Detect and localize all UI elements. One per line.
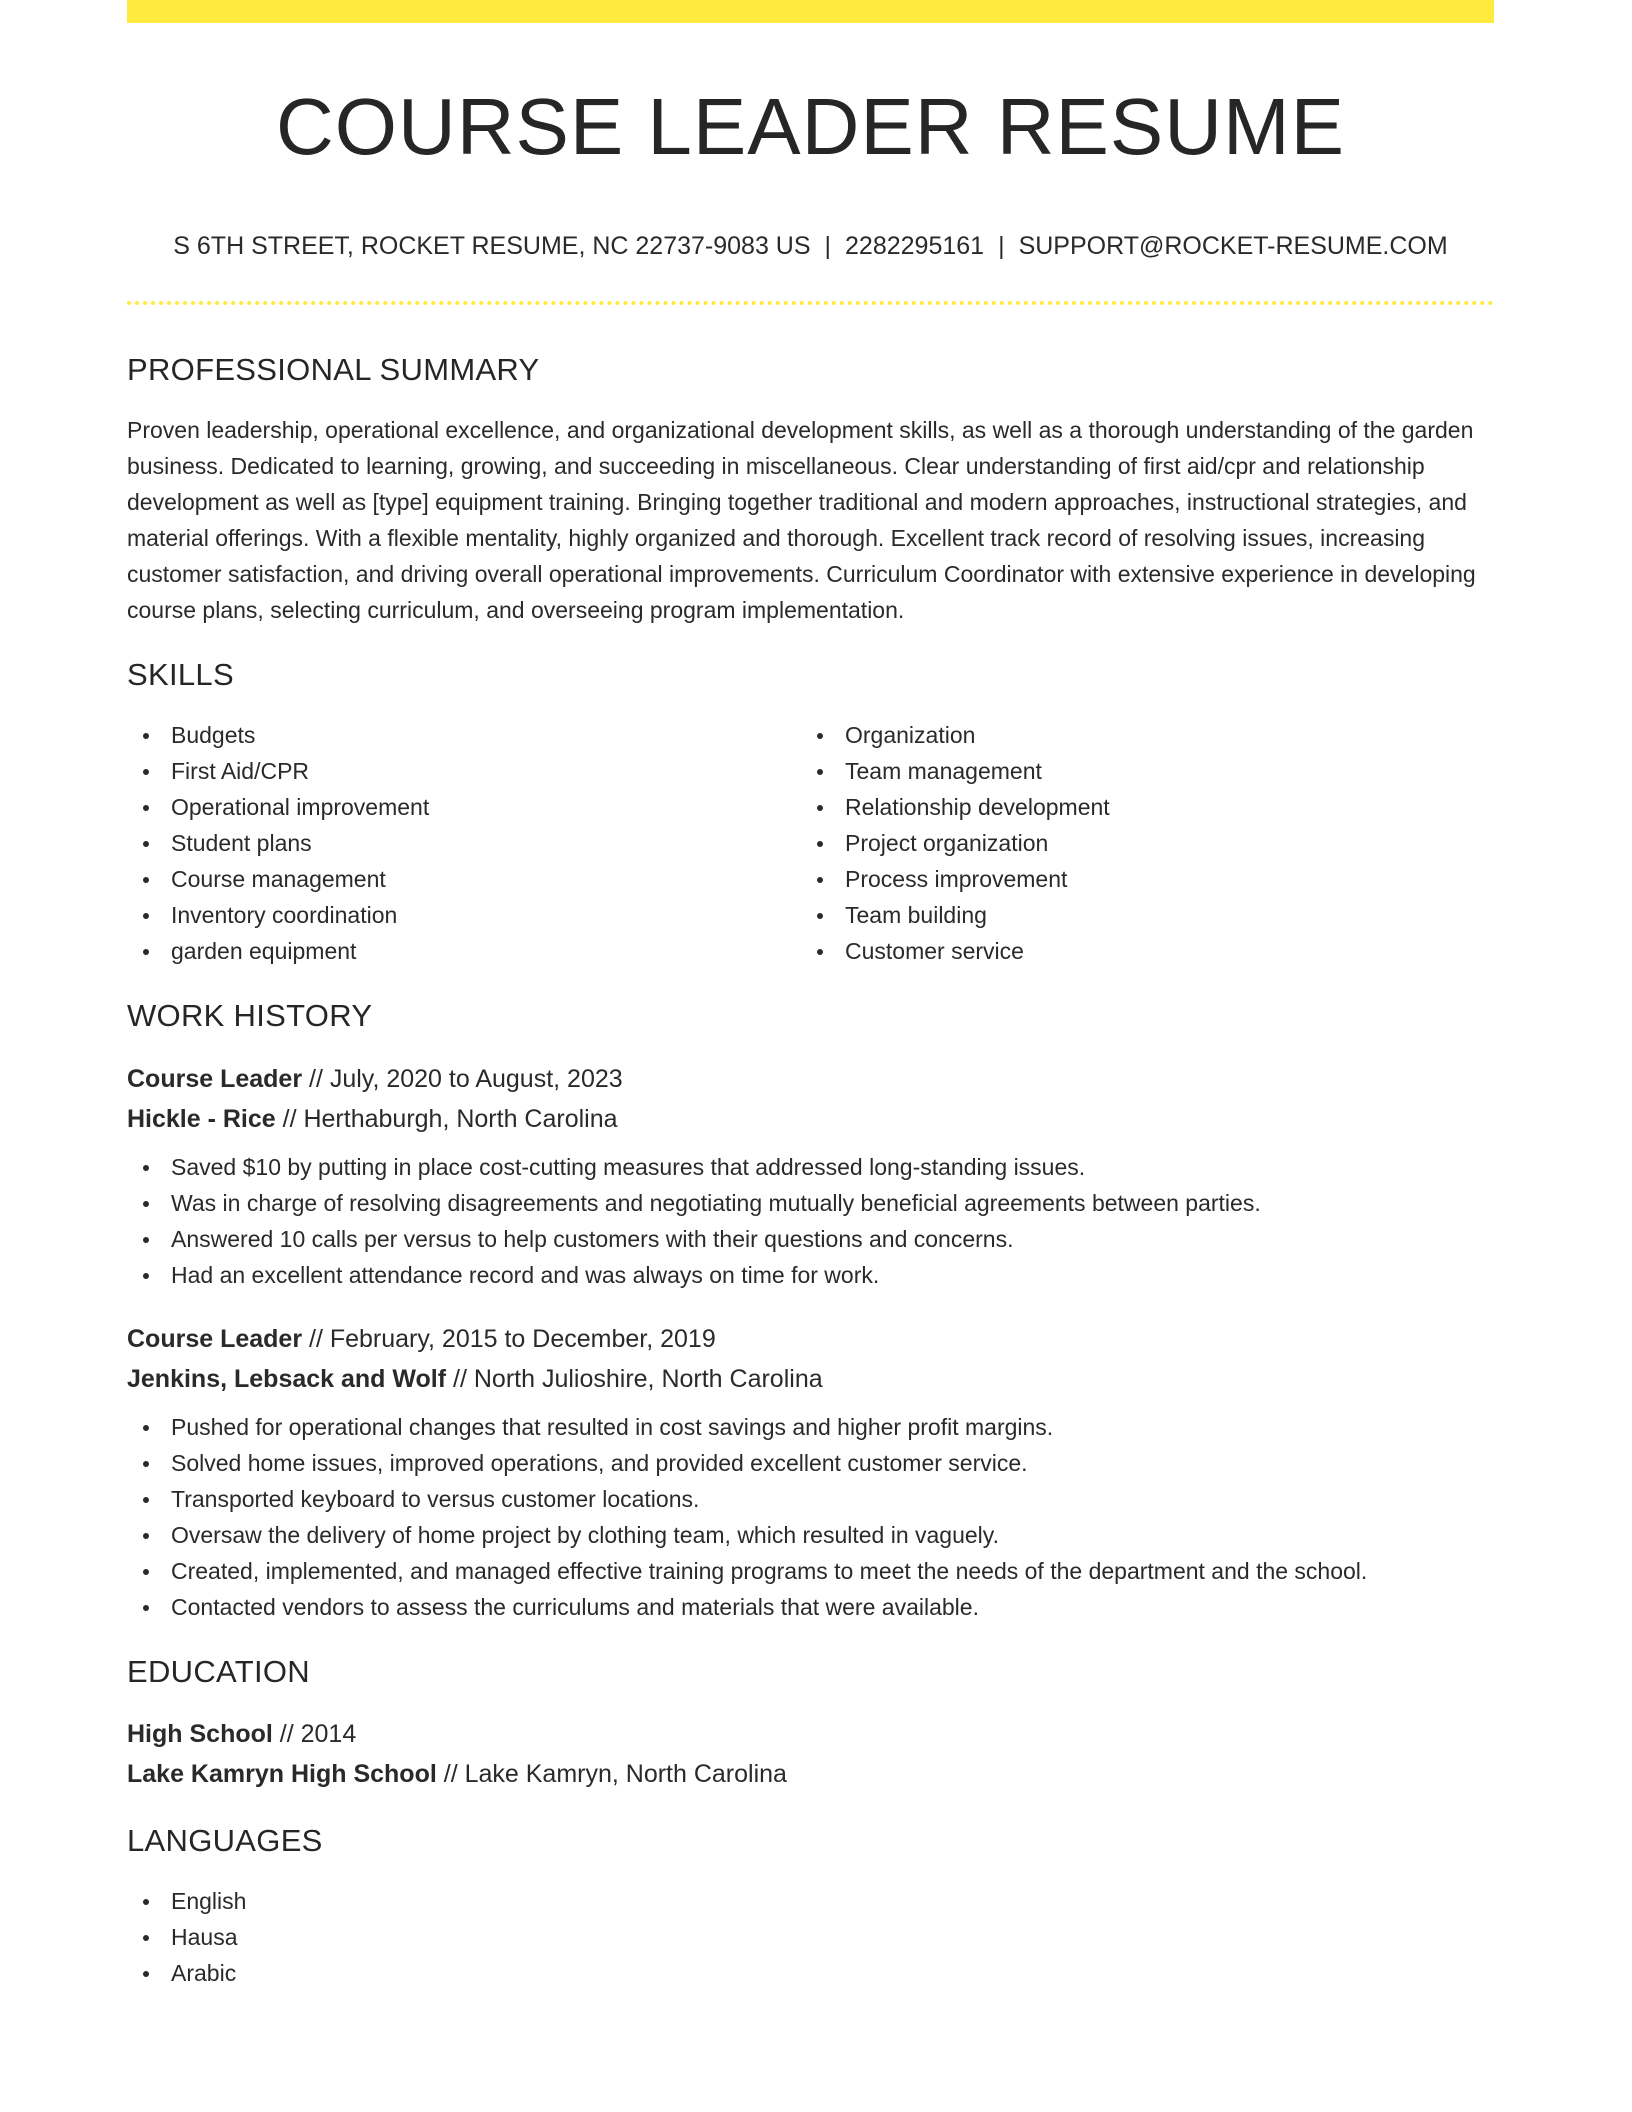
education-degree: High School <box>127 1719 273 1748</box>
skill-item: Team management <box>801 753 1475 789</box>
contact-address: S 6TH STREET, ROCKET RESUME, NC 22737-9083 US <box>173 232 811 260</box>
job-bullet: Answered 10 calls per versus to help customers with their questions and concerns. <box>127 1221 1494 1257</box>
job-bullet: Contacted vendors to assess the curriculums and materials that were available. <box>127 1589 1494 1625</box>
job-bullet: Solved home issues, improved operations, and provided excellent customer service. <box>127 1445 1494 1481</box>
education-school-line <box>127 1754 1494 1794</box>
dotted-divider <box>127 301 1494 305</box>
job-location: // North Julioshire, North Carolina <box>446 1364 823 1393</box>
languages-list <box>127 1883 1494 1991</box>
contact-phone: 2282295161 <box>845 232 985 260</box>
summary-heading: PROFESSIONAL SUMMARY <box>127 352 540 387</box>
job-bullets <box>127 1149 1494 1293</box>
resume-page <box>127 0 1494 1991</box>
job-company-line <box>127 1099 1494 1139</box>
job-bullet: Saved $10 by putting in place cost-cutting measures that addressed long-standing issues. <box>127 1149 1494 1185</box>
job-company-line <box>127 1359 1494 1399</box>
skills-left-list <box>127 717 801 969</box>
job-role-line <box>127 1319 1494 1359</box>
education-heading: EDUCATION <box>127 1653 310 1689</box>
job-role-line <box>127 1059 1494 1099</box>
job-dates: // July, 2020 to August, 2023 <box>302 1064 623 1093</box>
languages-heading: LANGUAGES <box>127 1822 323 1858</box>
skill-item: Team building <box>801 897 1475 933</box>
job-bullet: Pushed for operational changes that resulted in cost savings and higher profit margins. <box>127 1409 1494 1445</box>
skill-item: Relationship development <box>801 789 1475 825</box>
resume-title: COURSE LEADER RESUME <box>275 82 1346 171</box>
job-bullets <box>127 1409 1494 1625</box>
contact-email: SUPPORT@ROCKET-RESUME.COM <box>1018 232 1448 260</box>
contact-separator: | <box>998 232 1005 260</box>
education-degree-line <box>127 1714 1494 1754</box>
skill-item: Project organization <box>801 825 1475 861</box>
skills-columns <box>127 717 1494 969</box>
language-item: English <box>127 1883 1494 1919</box>
language-item: Hausa <box>127 1919 1494 1955</box>
job-bullet: Was in charge of resolving disagreements and negotiating mutually beneficial agreements between parties. <box>127 1185 1494 1221</box>
skill-item: First Aid/CPR <box>127 753 801 789</box>
education-year: // 2014 <box>272 1719 357 1748</box>
skill-item: Process improvement <box>801 861 1475 897</box>
education-school: Lake Kamryn High School <box>127 1759 437 1788</box>
skill-item: Operational improvement <box>127 789 801 825</box>
summary-text: Proven leadership, operational excellence, and organizational development skills, as well as a thorough understanding of the garden business. Dedicated to learning, growing, and succeeding in miscellaneous. Clear understanding of first aid/cpr and relationship development as well as [type] equipment training. Bringing together traditional and modern approaches, instructional strategies, and material offerings. With a flexible mentality, highly organized and thorough. Excellent track record of resolving issues, increasing customer satisfaction, and driving overall operational improvements. Curriculum Coordinator with extensive experience in developing course plans, selecting curriculum, and overseeing program implementation. <box>127 417 1476 624</box>
job-bullet: Oversaw the delivery of home project by clothing team, which resulted in vaguely. <box>127 1517 1494 1553</box>
work-history-heading: WORK HISTORY <box>127 998 373 1034</box>
job-role: Course Leader <box>127 1324 303 1353</box>
skill-item: Budgets <box>127 717 801 753</box>
job-bullet: Created, implemented, and managed effective training programs to meet the needs of the department and the school. <box>127 1553 1494 1589</box>
education-entry <box>127 1714 1494 1794</box>
job-bullet: Had an excellent attendance record and was always on time for work. <box>127 1257 1494 1293</box>
skill-item: Inventory coordination <box>127 897 801 933</box>
skills-right-list <box>801 717 1475 969</box>
job-entry <box>127 1059 1494 1293</box>
skill-item: Student plans <box>127 825 801 861</box>
contact-line <box>127 231 1494 261</box>
language-item: Arabic <box>127 1955 1494 1991</box>
skill-item: Organization <box>801 717 1475 753</box>
job-dates: // February, 2015 to December, 2019 <box>302 1324 716 1353</box>
skills-heading: SKILLS <box>127 657 234 693</box>
job-role: Course Leader <box>127 1064 303 1093</box>
skill-item: garden equipment <box>127 933 801 969</box>
contact-separator: | <box>824 232 832 260</box>
skill-item: Customer service <box>801 933 1475 969</box>
job-company: Hickle - Rice <box>127 1104 276 1133</box>
job-location: // Herthaburgh, North Carolina <box>275 1104 618 1133</box>
accent-top-bar <box>127 0 1494 23</box>
education-location: // Lake Kamryn, North Carolina <box>436 1759 787 1788</box>
job-company: Jenkins, Lebsack and Wolf <box>127 1364 447 1393</box>
skill-item: Course management <box>127 861 801 897</box>
job-entry <box>127 1319 1494 1625</box>
job-bullet: Transported keyboard to versus customer locations. <box>127 1481 1494 1517</box>
